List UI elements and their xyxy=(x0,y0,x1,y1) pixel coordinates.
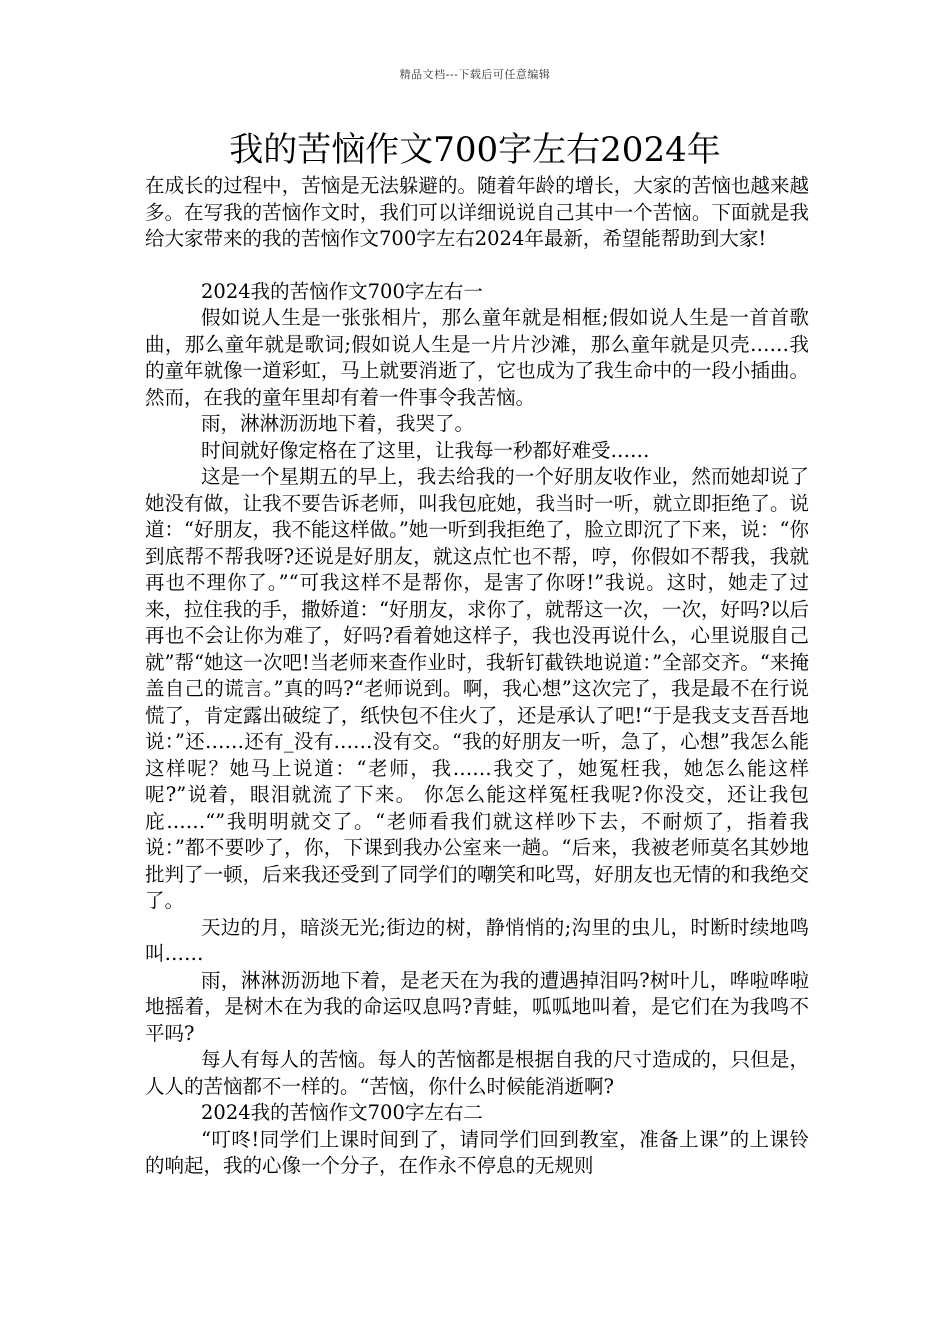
intro-paragraph: 在成长的过程中，苦恼是无法躲避的。随着年龄的增长，大家的苦恼也越来越多。在写我的苦恼作文时，我们可以详细说说自己其中一个苦恼。下面就是我给大家带来的我的苦恼作文700字左右2024年最新，希望能帮助到大家! xyxy=(145,174,809,250)
section1-paragraph-5: 天边的月，暗淡无光;街边的树，静悄悄的;沟里的虫儿，时断时续地鸣叫…… xyxy=(145,915,809,965)
section1-paragraph-1: 假如说人生是一张张相片，那么童年就是相框;假如说人生是一首首歌曲，那么童年就是歌词;假如说人生是一片片沙滩，那么童年就是贝壳……我的童年就像一道彩虹，马上就要消逝了，它也成为了我生命中的一段小插曲。然而，在我的童年里却有着一件事令我苦恼。 xyxy=(145,306,809,409)
header-note: 精品文档---下载后可任意编辑 xyxy=(399,68,551,81)
document-body xyxy=(145,173,809,1180)
section-heading-1: 2024我的苦恼作文700字左右一 xyxy=(201,279,483,303)
section1-paragraph-4: 这是一个星期五的早上，我去给我的一个好朋友收作业，然而她却说了她没有做，让我不要告诉老师，叫我包庇她，我当时一听，就立即拒绝了。说道：“好朋友，我不能这样做。”她一听到我拒绝了，脸立即沉了下来，说：“你到底帮不帮我呀?还说是好朋友，就这点忙也不帮，哼，你假如不帮我，我就再也不理你了。”“可我这样不是帮你，是害了你呀!”我说。这时，她走了过来，拉住我的手，撒娇道：“好朋友，求你了，就帮这一次，一次，好吗?以后再也不会让你为难了，好吗?看着她这样子，我也没再说什么，心里说服自己就”帮“她这一次吧!当老师来查作业时，我斩钉截铁地说道：”全部交齐。“来掩盖自己的谎言。”真的吗?“老师说到。啊，我心想”这次完了，我是最不在行说慌了，肯定露出破绽了，纸快包不住火了，还是承认了吧!“于是我支支吾吾地说：”还……还有_没有……没有交。“我的好朋友一听，急了，心想”我怎么能这样呢？她马上说道：“老师，我……我交了，她冤枉我，她怎么能这样呢?”说着，眼泪就流了下来。 你怎么能这样冤枉我呢?你没交，还让我包庇……“”我明明就交了。“老师看我们就这样吵下去，不耐烦了，指着我说：”都不要吵了，你，下课到我办公室来一趟。“后来，我被老师莫名其妙地批判了一顿，后来我还受到了同学们的嘲笑和叱骂，好朋友也无情的和我绝交了。 xyxy=(145,465,809,912)
section1-paragraph-3: 时间就好像定格在了这里，让我每一秒都好难受…… xyxy=(201,438,650,462)
section1-paragraph-6: 雨，淋淋沥沥地下着，是老天在为我的遭遇掉泪吗?树叶儿，哗啦哗啦地摇着，是树木在为我的命运叹息吗?青蛙，呱呱地叫着，是它们在为我鸣不平吗? xyxy=(145,968,809,1045)
section2-paragraph-1: “叮咚!同学们上课时间到了，请同学们回到教室，准备上课”的上课铃的响起，我的心像一个分子，在作永不停息的无规则 xyxy=(145,1127,809,1177)
section1-paragraph-7: 每人有每人的苦恼。每人的苦恼都是根据自我的尺寸造成的，只但是，人人的苦恼都不一样的。“苦恼，你什么时候能消逝啊? xyxy=(145,1048,809,1098)
document-title: 我的苦恼作文700字左右2024年 xyxy=(229,130,721,170)
section-heading-2: 2024我的苦恼作文700字左右二 xyxy=(201,1101,483,1124)
section1-paragraph-2: 雨，淋淋沥沥地下着，我哭了。 xyxy=(201,412,475,435)
